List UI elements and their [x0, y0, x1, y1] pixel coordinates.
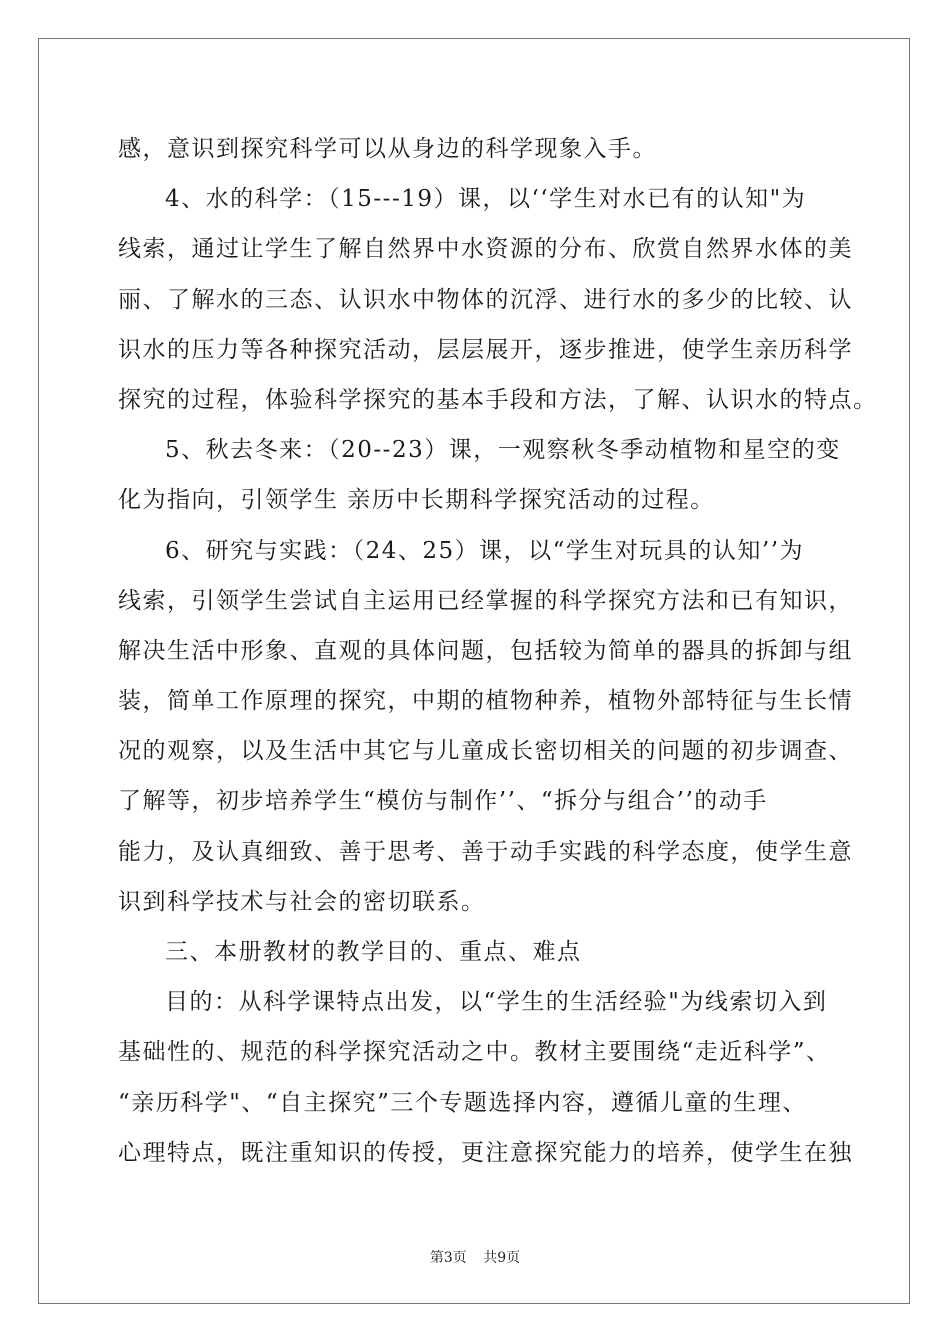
text-line: 目的：从科学课特点出发，以“学生的生活经验"为线索切入到 — [165, 989, 828, 1016]
text-line: “亲历科学"、“自主探究”三个专题选择内容，遵循儿童的生理、 — [118, 1089, 807, 1116]
text-line: 解决生活中形象、直观的具体问题，包括较为简单的器具的拆卸与组 — [118, 637, 853, 664]
text-line: 了解等，初步培养学生“模仿与制作’’、“拆分与组合’’的动手 — [118, 788, 768, 815]
page-total: 共9页 — [483, 1250, 521, 1266]
text-line: 装，简单工作原理的探究，中期的植物种养，植物外部特征与生长情 — [118, 688, 853, 715]
text-line: 6、研究与实践：（24、25）课，以“学生对玩具的认知’’为 — [165, 537, 805, 564]
text-line: 探究的过程，体验科学探究的基本手段和方法，了解、认识水的特点。 — [118, 386, 878, 413]
text-line: 心理特点，既注重知识的传授，更注意探究能力的培养，使学生在独 — [118, 1139, 853, 1166]
text-line: 能力，及认真细致、善于思考、善于动手实践的科学态度，使学生意 — [118, 838, 853, 865]
text-line: 5、秋去冬来：（20--23）课，一观察秋冬季动植物和星空的变 — [165, 437, 841, 464]
document-body — [118, 124, 878, 1178]
page-number: 第3页 — [429, 1250, 467, 1266]
text-line: 况的观察，以及生活中其它与儿童成长密切相关的问题的初步调查、 — [118, 738, 853, 765]
text-line: 4、水的科学：（15---19）课，以‘‘学生对水已有的认知"为 — [165, 186, 807, 213]
text-line: 基础性的、规范的科学探究活动之中。教材主要围绕“走近科学”、 — [118, 1039, 831, 1066]
text-line: 丽、了解水的三态、认识水中物体的沉浮、进行水的多少的比较、认 — [118, 286, 853, 313]
text-line: 化为指向，引领学生 亲历中长期科学探究活动的过程。 — [118, 487, 715, 514]
text-line: 识到科学技术与社会的密切联系。 — [118, 888, 486, 915]
text-line: 感，意识到探究科学可以从身边的科学现象入手。 — [118, 136, 657, 162]
text-line: 线索，引领学生尝试自主运用已经掌握的科学探究方法和已有知识， — [118, 587, 853, 614]
text-line: 线索，通过让学生了解自然界中水资源的分布、欣赏自然界水体的美 — [118, 236, 853, 263]
page-footer — [0, 1247, 950, 1267]
text-line: 识水的压力等各种探究活动，层层展开，逐步推进，使学生亲历科学 — [118, 336, 853, 363]
text-line: 三、本册教材的教学目的、重点、难点 — [165, 939, 582, 965]
